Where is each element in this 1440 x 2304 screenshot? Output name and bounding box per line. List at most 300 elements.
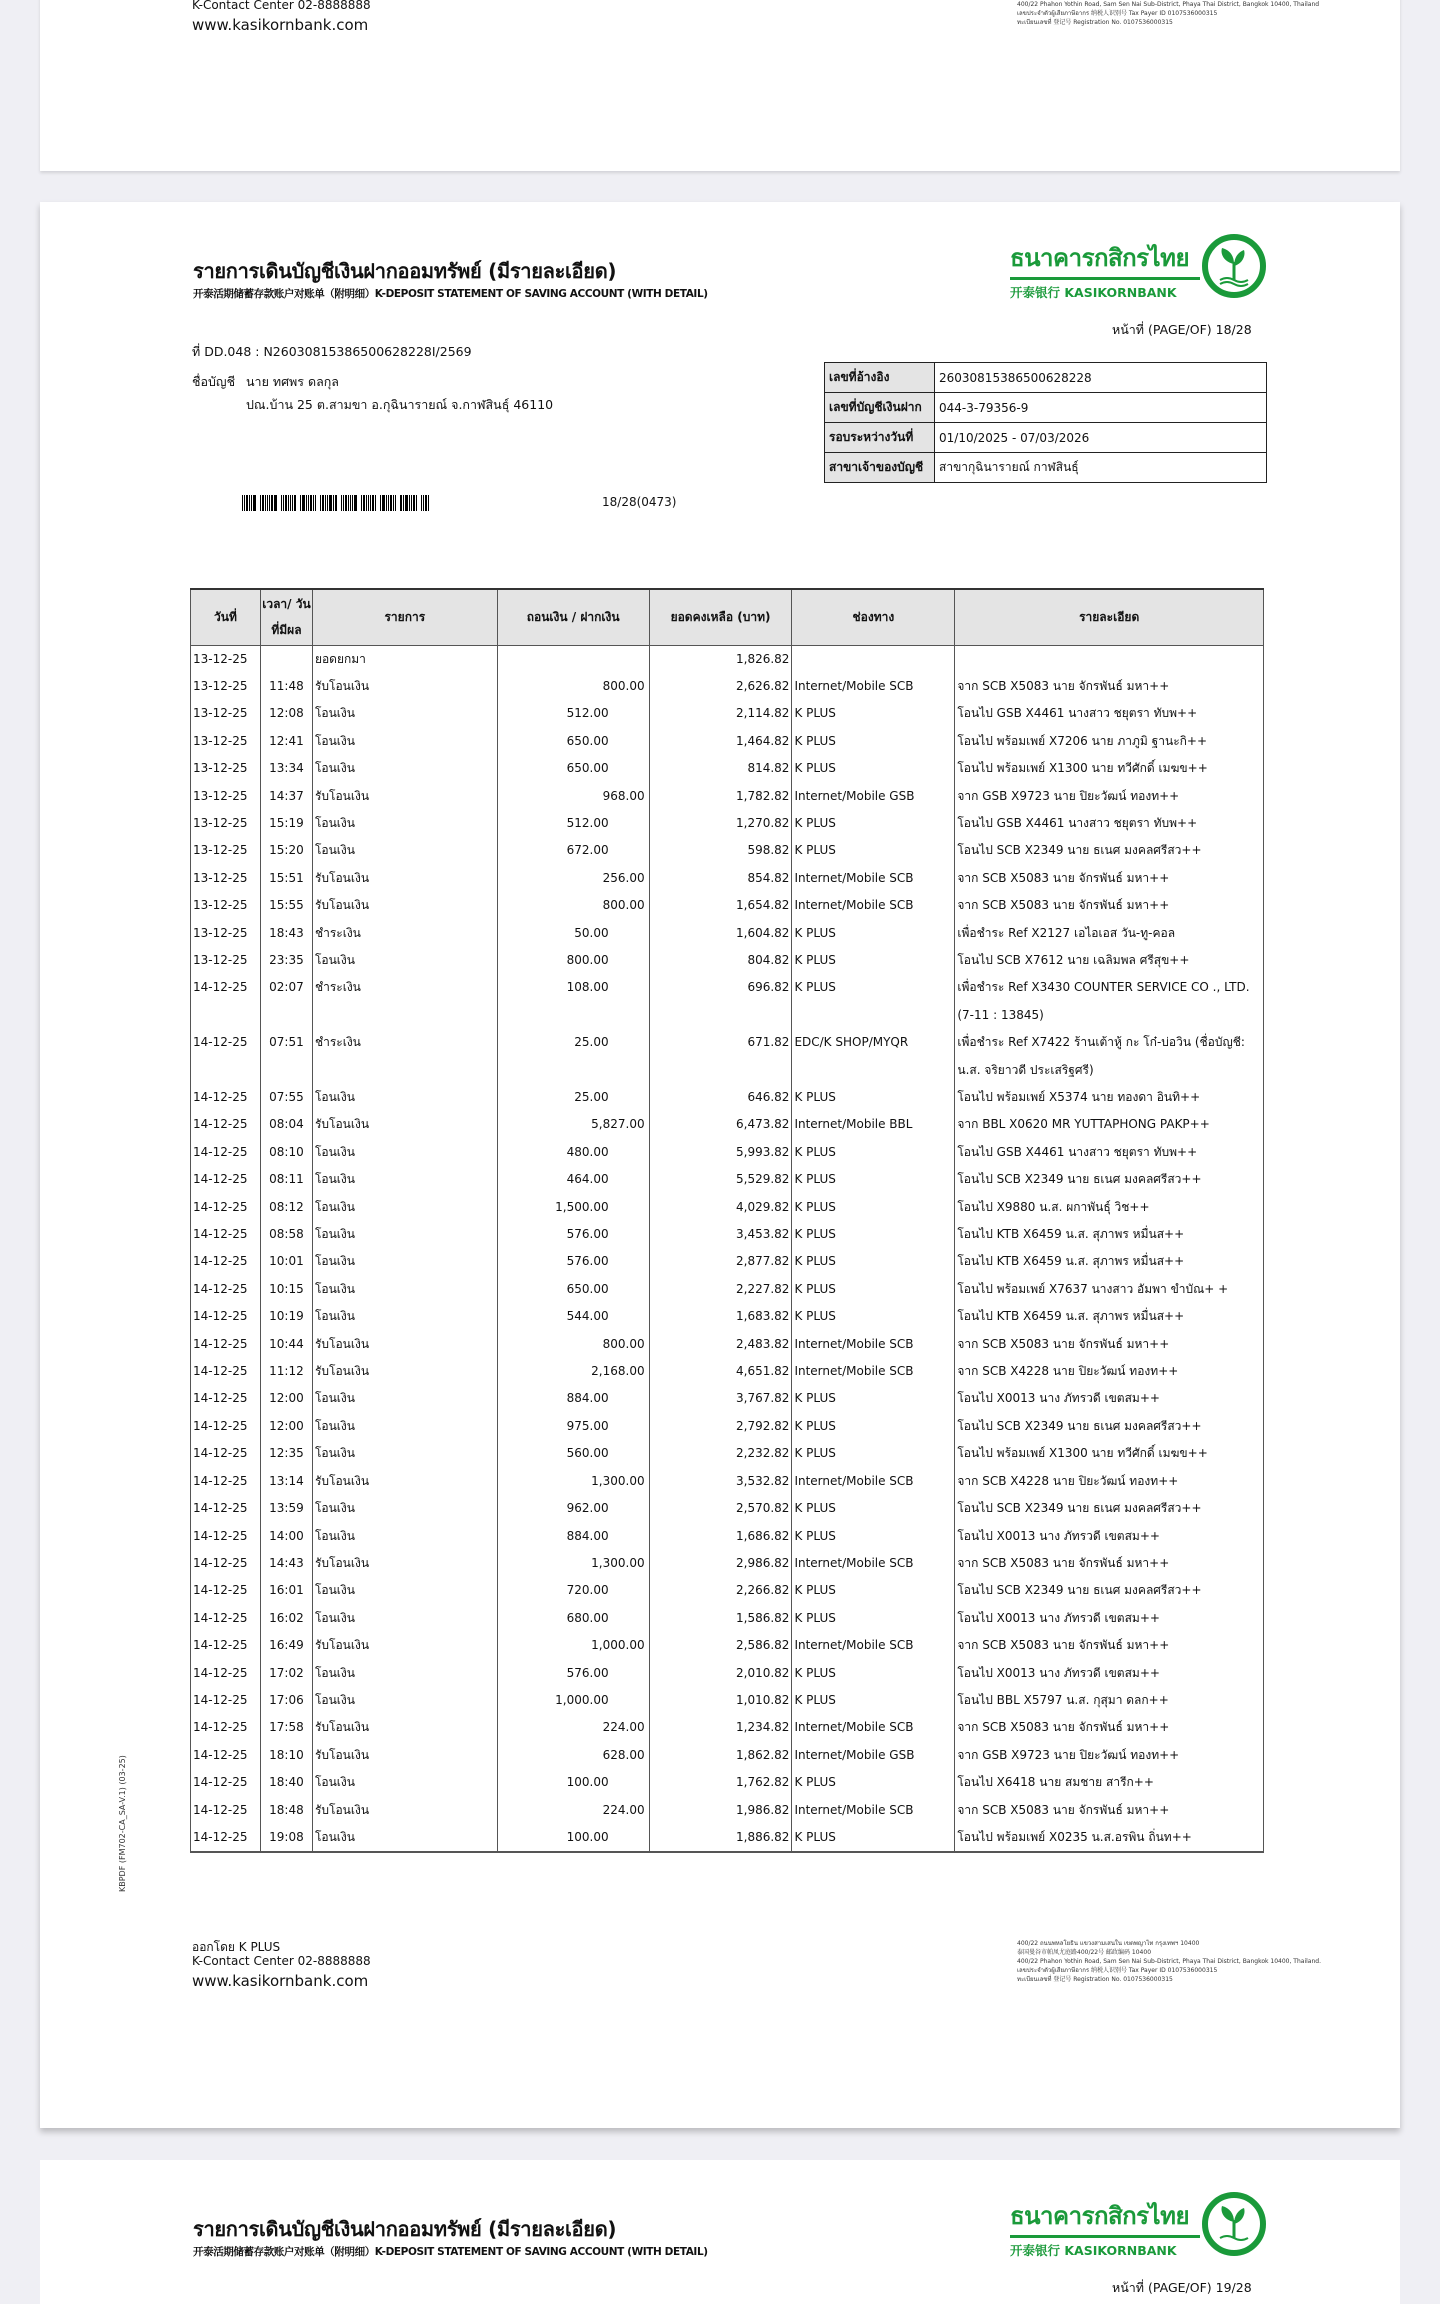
document-number: ที่ DD.048 : N2603081538650062822​8I/2569 <box>192 344 472 359</box>
bank-name-th: ธนาคารกสิกรไทย <box>1010 2202 1190 2230</box>
row-date: 14-12-25 <box>191 1605 261 1632</box>
row-date: 13-12-25 <box>191 700 261 727</box>
row-date: 13-12-25 <box>191 947 261 974</box>
table-row <box>191 1303 1264 1330</box>
row-channel: K PLUS <box>792 1413 955 1440</box>
row-amount: 800.00 <box>497 892 649 919</box>
row-description: โอนเงิน <box>312 1084 497 1111</box>
account-number: 044-3-79356-9 <box>935 393 1267 423</box>
row-description: โอนเงิน <box>312 1413 497 1440</box>
barcode-bar <box>294 495 296 511</box>
row-amount: 800.00 <box>497 673 649 700</box>
row-time: 19:08 <box>260 1824 312 1852</box>
table-row <box>191 728 1264 755</box>
page-number: หน้าที่ (PAGE/OF) 19/28 <box>1112 2280 1252 2295</box>
barcode-bar <box>327 495 328 511</box>
row-description: ยอดยกมา <box>312 645 497 673</box>
row-date: 14-12-25 <box>191 1660 261 1687</box>
row-channel: K PLUS <box>792 700 955 727</box>
row-balance: 1,586.82 <box>649 1605 792 1632</box>
row-time: 18:40 <box>260 1769 312 1796</box>
row-time: 15:51 <box>260 865 312 892</box>
page-number: หน้าที่ (PAGE/OF) 18/28 <box>1112 322 1252 337</box>
row-amount: 800.00 <box>497 1331 649 1358</box>
row-time: 16:01 <box>260 1577 312 1604</box>
row-detail: โอนไป GSB X4461 นางสาว ชยุตรา ทับพ++ <box>955 810 1264 837</box>
barcode-bar <box>393 495 394 511</box>
barcode-bar <box>416 495 417 511</box>
row-description: โอนเงิน <box>312 1166 497 1193</box>
row-detail: จาก SCB X5083 นาย จักรพันธ์ มหา++ <box>955 1632 1264 1659</box>
row-amount: 224.00 <box>497 1714 649 1741</box>
row-channel: K PLUS <box>792 1385 955 1412</box>
row-time: 14:37 <box>260 783 312 810</box>
previous-page <box>40 0 1400 171</box>
barcode-bar <box>405 495 408 511</box>
row-detail: จาก SCB X5083 นาย จักรพันธ์ มหา++ <box>955 1797 1264 1824</box>
table-row <box>191 755 1264 782</box>
row-date: 14-12-25 <box>191 1632 261 1659</box>
row-balance: 1,826.82 <box>649 645 792 673</box>
form-code: KBPDF (FM702-CA_SA-V.1) (03-25) <box>118 1755 127 1892</box>
row-amount: 650.00 <box>497 755 649 782</box>
bank-address <box>1017 1939 1321 1984</box>
row-channel: K PLUS <box>792 1605 955 1632</box>
row-channel: K PLUS <box>792 1769 955 1796</box>
row-channel: Internet/Mobile SCB <box>792 1358 955 1385</box>
barcode-bar <box>269 495 270 511</box>
row-detail: เพื่อชำระ Ref X3430 COUNTER SERVICE CO ., LTD. (7-11 : 13845) <box>955 974 1264 1029</box>
barcode-bar <box>322 495 324 511</box>
row-detail: โอนไป พร้อมเพย์ X1300 นาย ทวีศักดิ์ เมฆข++ <box>955 1440 1264 1467</box>
row-amount: 962.00 <box>497 1495 649 1522</box>
row-time: 08:10 <box>260 1139 312 1166</box>
row-channel: K PLUS <box>792 947 955 974</box>
barcode-bar <box>421 495 422 511</box>
row-amount: 1,300.00 <box>497 1550 649 1577</box>
row-amount: 50.00 <box>497 920 649 947</box>
barcode-bar <box>244 495 245 511</box>
row-detail: จาก BBL X0620 MR YUTTAPHONG PAKP++ <box>955 1111 1264 1138</box>
barcode-bar <box>315 495 316 511</box>
barcode-bar <box>253 495 256 511</box>
statement-title-th: รายการเดินบัญชีเงินฝากออมทรัพย์ (มีรายละเอียด) <box>193 259 617 283</box>
statement-page <box>40 202 1400 2128</box>
table-row <box>191 1166 1264 1193</box>
row-date: 13-12-25 <box>191 920 261 947</box>
row-detail: เพื่อชำระ Ref X2127 เอไอเอส วัน-ทู-คอล <box>955 920 1264 947</box>
row-description: โอนเงิน <box>312 700 497 727</box>
row-time: 13:14 <box>260 1468 312 1495</box>
row-date: 13-12-25 <box>191 673 261 700</box>
barcode-bar <box>300 495 301 511</box>
row-balance: 3,767.82 <box>649 1385 792 1412</box>
row-channel: Internet/Mobile SCB <box>792 1714 955 1741</box>
row-date: 14-12-25 <box>191 1166 261 1193</box>
row-amount: 100.00 <box>497 1769 649 1796</box>
contact-center: K-Contact Center 02-8888888 <box>192 0 371 12</box>
issued-by: ออกโดย K PLUS <box>192 1940 281 1954</box>
row-description: โอนเงิน <box>312 1440 497 1467</box>
table-row <box>191 837 1264 864</box>
kasikorn-seal-icon <box>1202 234 1266 298</box>
table-row <box>191 1660 1264 1687</box>
barcode-bar <box>283 495 284 511</box>
row-amount: 1,300.00 <box>497 1468 649 1495</box>
row-time: 12:08 <box>260 700 312 727</box>
row-channel: K PLUS <box>792 1276 955 1303</box>
table-row <box>191 1605 1264 1632</box>
table-row <box>191 1248 1264 1275</box>
row-balance: 2,877.82 <box>649 1248 792 1275</box>
row-balance: 1,464.82 <box>649 728 792 755</box>
row-time: 10:44 <box>260 1331 312 1358</box>
row-detail: จาก SCB X4228 นาย ปิยะวัฒน์ ทองท++ <box>955 1358 1264 1385</box>
barcode-bar <box>246 495 248 511</box>
row-balance: 1,654.82 <box>649 892 792 919</box>
barcode-bar <box>343 495 344 511</box>
row-description: โอนเงิน <box>312 1523 497 1550</box>
row-amount: 576.00 <box>497 1221 649 1248</box>
barcode-bar <box>375 495 376 511</box>
website-link[interactable]: www.kasikornbank.com <box>192 1972 369 1990</box>
row-time: 10:01 <box>260 1248 312 1275</box>
row-channel: K PLUS <box>792 755 955 782</box>
row-amount: 1,000.00 <box>497 1632 649 1659</box>
row-balance: 2,010.82 <box>649 1660 792 1687</box>
row-detail: โอนไป X6418 นาย สมชาย สารีก++ <box>955 1769 1264 1796</box>
row-balance: 2,483.82 <box>649 1331 792 1358</box>
row-amount: 884.00 <box>497 1523 649 1550</box>
barcode-bar <box>354 495 357 511</box>
row-date: 14-12-25 <box>191 1687 261 1714</box>
row-amount: 576.00 <box>497 1248 649 1275</box>
row-date: 14-12-25 <box>191 1029 261 1084</box>
row-description: โอนเงิน <box>312 1139 497 1166</box>
kasikorn-seal-icon <box>1202 2192 1266 2256</box>
row-channel: K PLUS <box>792 920 955 947</box>
statement-period: 01/10/2025 - 07/03/2026 <box>935 423 1267 453</box>
row-channel: K PLUS <box>792 1303 955 1330</box>
barcode-bar <box>281 495 282 511</box>
row-date: 14-12-25 <box>191 1248 261 1275</box>
row-description: รับโอนเงิน <box>312 1331 497 1358</box>
row-date: 13-12-25 <box>191 837 261 864</box>
row-amount: 560.00 <box>497 1440 649 1467</box>
row-amount: 224.00 <box>497 1797 649 1824</box>
row-detail: จาก SCB X4228 นาย ปิยะวัฒน์ ทองท++ <box>955 1468 1264 1495</box>
row-detail: โอนไป พร้อมเพย์ X7637 นางสาว อัมพา ขำบัณ+ + <box>955 1276 1264 1303</box>
barcode-bar <box>386 495 387 511</box>
row-balance: 1,782.82 <box>649 783 792 810</box>
row-channel: Internet/Mobile SCB <box>792 1797 955 1824</box>
row-channel: K PLUS <box>792 1440 955 1467</box>
row-time: 07:51 <box>260 1029 312 1084</box>
row-date: 13-12-25 <box>191 783 261 810</box>
row-balance: 814.82 <box>649 755 792 782</box>
table-row <box>191 1632 1264 1659</box>
barcode-bar <box>308 495 309 511</box>
row-balance: 1,604.82 <box>649 920 792 947</box>
row-detail: จาก GSB X9723 นาย ปิยะวัฒน์ ทองท++ <box>955 783 1264 810</box>
row-description: โอนเงิน <box>312 810 497 837</box>
row-channel: K PLUS <box>792 1577 955 1604</box>
account-address: ปณ.บ้าน 25 ต.สามขา อ.กุฉินารายณ์ จ.กาฬสินธุ์ 46110 <box>246 397 554 412</box>
table-row <box>191 673 1264 700</box>
table-row <box>191 974 1264 1029</box>
row-detail: โอนไป พร้อมเพย์ X0235 น.ส.อรพิน ถิ่นท++ <box>955 1824 1264 1852</box>
barcode-bar <box>345 495 347 511</box>
table-row <box>191 1577 1264 1604</box>
contact-center: K-Contact Center 02-8888888 <box>192 1954 371 1968</box>
barcode-bar <box>267 495 268 511</box>
row-time: 18:48 <box>260 1797 312 1824</box>
row-balance: 4,651.82 <box>649 1358 792 1385</box>
row-date: 13-12-25 <box>191 810 261 837</box>
header-date: วันที่ <box>191 589 261 645</box>
row-channel: K PLUS <box>792 1194 955 1221</box>
row-time: 11:48 <box>260 673 312 700</box>
row-amount: 975.00 <box>497 1413 649 1440</box>
row-channel: K PLUS <box>792 1687 955 1714</box>
row-channel: K PLUS <box>792 810 955 837</box>
row-amount: 800.00 <box>497 947 649 974</box>
row-balance: 1,234.82 <box>649 1714 792 1741</box>
row-time: 23:35 <box>260 947 312 974</box>
row-detail: โอนไป พร้อมเพย์ X1300 นาย ทวีศักดิ์ เมฆข++ <box>955 755 1264 782</box>
row-description: โอนเงิน <box>312 1769 497 1796</box>
row-balance: 2,626.82 <box>649 673 792 700</box>
barcode-bar <box>320 495 321 511</box>
table-row <box>191 1221 1264 1248</box>
row-detail <box>955 645 1264 673</box>
row-balance: 2,570.82 <box>649 1495 792 1522</box>
row-channel: Internet/Mobile GSB <box>792 783 955 810</box>
account-info-table <box>824 362 1267 483</box>
barcode-bar <box>350 495 351 511</box>
row-channel: K PLUS <box>792 1824 955 1852</box>
row-description: โอนเงิน <box>312 1385 497 1412</box>
row-date: 14-12-25 <box>191 1468 261 1495</box>
barcode-bar <box>428 495 429 511</box>
header-amount: ถอนเงิน / ฝากเงิน <box>497 589 649 645</box>
barcode-reference: 18/28(0473) <box>602 495 677 509</box>
row-amount: 256.00 <box>497 865 649 892</box>
row-date: 14-12-25 <box>191 1303 261 1330</box>
bank-logo <box>1010 238 1200 301</box>
row-channel: EDC/K SHOP/MYQR <box>792 1029 955 1084</box>
row-balance: 1,986.82 <box>649 1797 792 1824</box>
table-row <box>191 1111 1264 1138</box>
row-date: 14-12-25 <box>191 1111 261 1138</box>
row-description: รับโอนเงิน <box>312 865 497 892</box>
row-balance: 854.82 <box>649 865 792 892</box>
row-channel: Internet/Mobile SCB <box>792 673 955 700</box>
table-row <box>191 865 1264 892</box>
header-description: รายการ <box>312 589 497 645</box>
row-time: 14:43 <box>260 1550 312 1577</box>
table-row <box>191 700 1264 727</box>
barcode-bar <box>325 495 326 511</box>
info-label: เลขที่อ้างอิง <box>825 363 935 393</box>
row-channel: K PLUS <box>792 728 955 755</box>
row-description: ชำระเงิน <box>312 1029 497 1084</box>
row-detail: จาก SCB X5083 นาย จักรพันธ์ มหา++ <box>955 673 1264 700</box>
row-date: 14-12-25 <box>191 1769 261 1796</box>
table-row <box>191 1276 1264 1303</box>
table-row <box>191 1084 1264 1111</box>
row-amount: 5,827.00 <box>497 1111 649 1138</box>
website-link[interactable]: www.kasikornbank.com <box>192 16 369 34</box>
row-detail: โอนไป X9880 น.ส. ผกาพันธุ์ วิช++ <box>955 1194 1264 1221</box>
barcode-bar <box>348 495 349 511</box>
address-line: 400/22 Phahon Yothin Road, Sam Sen Nai Sub-District, Phaya Thai District, Bangkok 10400, Thailand <box>1017 1 1320 8</box>
row-description: โอนเงิน <box>312 947 497 974</box>
row-time: 10:19 <box>260 1303 312 1330</box>
row-description: รับโอนเงิน <box>312 1468 497 1495</box>
row-detail: โอนไป GSB X4461 นางสาว ชยุตรา ทับพ++ <box>955 1139 1264 1166</box>
address-line: ทะเบียนเลขที่ 登记号 Registration No. 0107536000315 <box>1017 19 1173 26</box>
address-line: เลขประจำตัวผู้เสียภาษีอากร 纳税人识别号 Tax Payer ID 0107536000315 <box>1017 10 1218 17</box>
row-amount: 544.00 <box>497 1303 649 1330</box>
row-date: 14-12-25 <box>191 974 261 1029</box>
row-date: 14-12-25 <box>191 1276 261 1303</box>
barcode-bar <box>425 495 427 511</box>
table-row <box>191 1769 1264 1796</box>
row-detail: โอนไป GSB X4461 นางสาว ชยุตรา ทับพ++ <box>955 700 1264 727</box>
row-amount: 884.00 <box>497 1385 649 1412</box>
row-time: 08:04 <box>260 1111 312 1138</box>
row-channel <box>792 645 955 673</box>
table-row <box>191 1714 1264 1741</box>
barcode-bar <box>260 495 261 511</box>
row-detail: โอนไป SCB X2349 นาย ธเนศ มงคลศรีสว++ <box>955 837 1264 864</box>
barcode-bar <box>363 495 365 511</box>
row-time: 13:59 <box>260 1495 312 1522</box>
row-time: 18:43 <box>260 920 312 947</box>
barcode-bar <box>262 495 264 511</box>
row-balance: 1,886.82 <box>649 1824 792 1852</box>
branch-name: สาขากุฉินารายณ์ กาฬสินธุ์ <box>935 453 1267 483</box>
row-balance: 1,683.82 <box>649 1303 792 1330</box>
row-description: รับโอนเงิน <box>312 1550 497 1577</box>
info-label: รอบระหว่างวันที่ <box>825 423 935 453</box>
row-description: โอนเงิน <box>312 1276 497 1303</box>
row-detail: โอนไป X0013 นาง ภัทรวดี เขตสม++ <box>955 1660 1264 1687</box>
account-name-label: ชื่อบัญชี <box>192 374 236 389</box>
reference-number: 26030815386500628228 <box>935 363 1267 393</box>
row-detail: โอนไป SCB X2349 นาย ธเนศ มงคลศรีสว++ <box>955 1413 1264 1440</box>
row-detail: โอนไป SCB X2349 นาย ธเนศ มงคลศรีสว++ <box>955 1577 1264 1604</box>
row-channel: Internet/Mobile SCB <box>792 1468 955 1495</box>
row-channel: Internet/Mobile SCB <box>792 892 955 919</box>
barcode-bar <box>292 495 293 511</box>
row-detail: โอนไป BBL X5797 น.ส. กุสุมา ดลก++ <box>955 1687 1264 1714</box>
row-balance: 1,762.82 <box>649 1769 792 1796</box>
row-description: โอนเงิน <box>312 1660 497 1687</box>
row-channel: K PLUS <box>792 837 955 864</box>
row-date: 14-12-25 <box>191 1577 261 1604</box>
row-detail: โอนไป KTB X6459 น.ส. สุภาพร หมื่นส++ <box>955 1221 1264 1248</box>
bank-name-en: 开泰银行 KASIKORNBANK <box>1010 285 1177 300</box>
row-date: 14-12-25 <box>191 1413 261 1440</box>
row-channel: K PLUS <box>792 1166 955 1193</box>
barcode-bar <box>329 495 332 511</box>
row-description: รับโอนเงิน <box>312 1742 497 1769</box>
row-amount <box>497 645 649 673</box>
row-channel: K PLUS <box>792 1660 955 1687</box>
row-channel: K PLUS <box>792 1523 955 1550</box>
row-amount: 672.00 <box>497 837 649 864</box>
barcode-bar <box>390 495 392 511</box>
row-detail: โอนไป พร้อมเพย์ X5374 นาย ทองดา อินทิ++ <box>955 1084 1264 1111</box>
barcode-bar <box>370 495 371 511</box>
barcode-bar <box>395 495 396 511</box>
row-balance: 2,266.82 <box>649 1577 792 1604</box>
barcode-bar <box>310 495 312 511</box>
row-description: โอนเงิน <box>312 1824 497 1852</box>
barcode-bar <box>306 495 307 511</box>
row-detail: จาก SCB X5083 นาย จักรพันธ์ มหา++ <box>955 865 1264 892</box>
barcode-bar <box>242 495 243 511</box>
row-balance: 6,473.82 <box>649 1111 792 1138</box>
row-description: รับโอนเงิน <box>312 783 497 810</box>
barcode-bar <box>413 495 415 511</box>
row-amount: 480.00 <box>497 1139 649 1166</box>
row-description: รับโอนเงิน <box>312 1358 497 1385</box>
row-description: โอนเงิน <box>312 1495 497 1522</box>
row-time: 15:55 <box>260 892 312 919</box>
barcode-bar <box>372 495 374 511</box>
row-channel: Internet/Mobile SCB <box>792 865 955 892</box>
transactions-table <box>190 588 1264 1853</box>
row-time: 15:20 <box>260 837 312 864</box>
row-time: 16:49 <box>260 1632 312 1659</box>
row-detail: เพื่อชำระ Ref X7422 ร้านเต้าหู้ กะ โก๋-บ่อวิน (ชื่อบัญชี: น.ส. จริยาวดี ประเสริฐศรี) <box>955 1029 1264 1084</box>
row-amount: 1,000.00 <box>497 1687 649 1714</box>
table-row <box>191 783 1264 810</box>
row-description: รับโอนเงิน <box>312 1714 497 1741</box>
row-time: 07:55 <box>260 1084 312 1111</box>
row-description: โอนเงิน <box>312 1687 497 1714</box>
row-date: 14-12-25 <box>191 1221 261 1248</box>
table-header-row <box>191 589 1264 645</box>
barcode-bar <box>288 495 289 511</box>
row-date: 14-12-25 <box>191 1084 261 1111</box>
table-row <box>191 1824 1264 1852</box>
table-row <box>191 810 1264 837</box>
table-row <box>191 1495 1264 1522</box>
row-amount: 650.00 <box>497 1276 649 1303</box>
row-detail: โอนไป SCB X2349 นาย ธเนศ มงคลศรีสว++ <box>955 1495 1264 1522</box>
row-channel: Internet/Mobile BBL <box>792 1111 955 1138</box>
barcode-bar <box>335 495 337 511</box>
row-balance: 5,993.82 <box>649 1139 792 1166</box>
logo-divider <box>1010 277 1200 280</box>
table-row <box>191 1385 1264 1412</box>
row-amount: 968.00 <box>497 783 649 810</box>
table-row <box>191 1358 1264 1385</box>
info-row <box>825 453 1267 483</box>
row-channel: K PLUS <box>792 1139 955 1166</box>
row-date: 14-12-25 <box>191 1139 261 1166</box>
row-description: รับโอนเงิน <box>312 1111 497 1138</box>
row-channel: K PLUS <box>792 1084 955 1111</box>
row-time: 12:41 <box>260 728 312 755</box>
row-date: 14-12-25 <box>191 1440 261 1467</box>
table-row <box>191 1687 1264 1714</box>
table-row <box>191 1331 1264 1358</box>
